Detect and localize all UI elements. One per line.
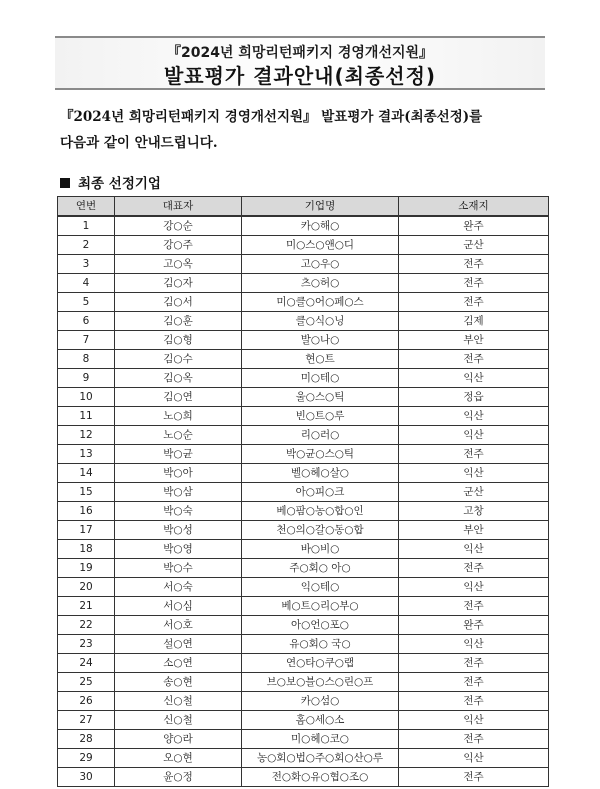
cell-number: 4	[58, 274, 115, 293]
section-heading	[60, 172, 161, 192]
cell-company: 아○언○포○	[242, 616, 399, 635]
cell-location: 완주	[399, 616, 549, 635]
cell-representative: 노○희	[115, 407, 242, 426]
table-row	[58, 331, 549, 350]
cell-location: 전주	[399, 559, 549, 578]
cell-number: 21	[58, 597, 115, 616]
cell-number: 12	[58, 426, 115, 445]
cell-location: 군산	[399, 483, 549, 502]
cell-number: 5	[58, 293, 115, 312]
cell-location: 전주	[399, 445, 549, 464]
table-row	[58, 274, 549, 293]
cell-company: 리○러○	[242, 426, 399, 445]
cell-company: 미○헤○코○	[242, 730, 399, 749]
cell-number: 29	[58, 749, 115, 768]
cell-representative: 소○연	[115, 654, 242, 673]
cell-company: 연○타○쿠○랩	[242, 654, 399, 673]
cell-number: 27	[58, 711, 115, 730]
cell-number: 24	[58, 654, 115, 673]
cell-representative: 김○수	[115, 350, 242, 369]
cell-number: 14	[58, 464, 115, 483]
cell-location: 정읍	[399, 388, 549, 407]
cell-number: 7	[58, 331, 115, 350]
table-row	[58, 255, 549, 274]
table-row	[58, 521, 549, 540]
cell-company: 미○스○앤○디	[242, 236, 399, 255]
cell-location: 전주	[399, 673, 549, 692]
table-row	[58, 768, 549, 787]
table-row	[58, 407, 549, 426]
cell-representative: 강○순	[115, 216, 242, 236]
cell-location: 익산	[399, 464, 549, 483]
cell-company: 주○회○ 아○	[242, 559, 399, 578]
header-number: 연번	[58, 197, 115, 217]
cell-representative: 노○순	[115, 426, 242, 445]
cell-company: 아○피○크	[242, 483, 399, 502]
cell-location: 익산	[399, 369, 549, 388]
cell-company: 울○스○틱	[242, 388, 399, 407]
cell-company: 발○나○	[242, 331, 399, 350]
cell-representative: 신○철	[115, 711, 242, 730]
cell-company: 벨○헤○살○	[242, 464, 399, 483]
table-row	[58, 293, 549, 312]
table-row	[58, 597, 549, 616]
cell-representative: 윤○정	[115, 768, 242, 787]
table-row	[58, 616, 549, 635]
cell-location: 전주	[399, 768, 549, 787]
cell-number: 18	[58, 540, 115, 559]
cell-location: 김제	[399, 312, 549, 331]
cell-representative: 박○삼	[115, 483, 242, 502]
table-row	[58, 350, 549, 369]
cell-number: 1	[58, 216, 115, 236]
program-subtitle: 『2024년 희망리턴패키지 경영개선지원』	[166, 45, 434, 61]
cell-company: 홈○세○소	[242, 711, 399, 730]
cell-company: 전○화○유○협○조○	[242, 768, 399, 787]
cell-representative: 김○형	[115, 331, 242, 350]
cell-location: 전주	[399, 730, 549, 749]
cell-number: 8	[58, 350, 115, 369]
cell-company: 베○트○리○부○	[242, 597, 399, 616]
cell-number: 28	[58, 730, 115, 749]
cell-number: 17	[58, 521, 115, 540]
header-location: 소재지	[399, 197, 549, 217]
cell-number: 19	[58, 559, 115, 578]
cell-location: 익산	[399, 635, 549, 654]
cell-representative: 박○성	[115, 521, 242, 540]
cell-number: 15	[58, 483, 115, 502]
cell-location: 전주	[399, 274, 549, 293]
cell-location: 전주	[399, 654, 549, 673]
cell-number: 16	[58, 502, 115, 521]
cell-location: 익산	[399, 407, 549, 426]
cell-representative: 강○주	[115, 236, 242, 255]
cell-representative: 김○연	[115, 388, 242, 407]
cell-number: 10	[58, 388, 115, 407]
table-body	[58, 216, 549, 787]
cell-representative: 서○심	[115, 597, 242, 616]
cell-company: 익○테○	[242, 578, 399, 597]
cell-representative: 신○철	[115, 692, 242, 711]
table-row	[58, 635, 549, 654]
cell-number: 25	[58, 673, 115, 692]
cell-company: 베○팜○농○합○인	[242, 502, 399, 521]
cell-location: 익산	[399, 711, 549, 730]
table-row	[58, 483, 549, 502]
cell-company: 카○섬○	[242, 692, 399, 711]
table-row	[58, 559, 549, 578]
selected-companies-table	[57, 196, 549, 787]
table-row	[58, 388, 549, 407]
intro-line-1: 『2024년 희망리턴패키지 경영개선지원』 발표평가 결과(최종선정)를	[60, 109, 483, 125]
table-row	[58, 464, 549, 483]
cell-location: 군산	[399, 236, 549, 255]
table-row	[58, 749, 549, 768]
table-row	[58, 502, 549, 521]
table-row	[58, 312, 549, 331]
cell-company: 미○클○어○페○스	[242, 293, 399, 312]
header-representative: 대표자	[115, 197, 242, 217]
cell-representative: 박○수	[115, 559, 242, 578]
table-row	[58, 216, 549, 236]
cell-location: 고창	[399, 502, 549, 521]
cell-number: 2	[58, 236, 115, 255]
table-row	[58, 578, 549, 597]
cell-number: 3	[58, 255, 115, 274]
cell-representative: 오○현	[115, 749, 242, 768]
cell-company: 천○의○갈○동○합	[242, 521, 399, 540]
cell-location: 익산	[399, 578, 549, 597]
cell-location: 전주	[399, 255, 549, 274]
cell-location: 부안	[399, 521, 549, 540]
cell-representative: 고○옥	[115, 255, 242, 274]
cell-number: 13	[58, 445, 115, 464]
section-title: 최종 선정기업	[78, 176, 161, 192]
cell-company: 현○트	[242, 350, 399, 369]
title-box	[55, 36, 545, 90]
cell-number: 23	[58, 635, 115, 654]
cell-location: 전주	[399, 293, 549, 312]
cell-location: 익산	[399, 540, 549, 559]
cell-location: 전주	[399, 597, 549, 616]
cell-number: 6	[58, 312, 115, 331]
table-row	[58, 692, 549, 711]
header-company: 기업명	[242, 197, 399, 217]
cell-number: 26	[58, 692, 115, 711]
table-row	[58, 445, 549, 464]
intro-paragraph	[60, 104, 550, 156]
cell-company: 농○회○법○주○회○산○루	[242, 749, 399, 768]
cell-company: 카○해○	[242, 216, 399, 236]
cell-representative: 김○자	[115, 274, 242, 293]
cell-company: 미○테○	[242, 369, 399, 388]
cell-number: 20	[58, 578, 115, 597]
cell-representative: 설○연	[115, 635, 242, 654]
cell-representative: 서○호	[115, 616, 242, 635]
cell-representative: 박○영	[115, 540, 242, 559]
page-title: 발표평가 결과안내(최종선정)	[163, 64, 437, 88]
cell-location: 익산	[399, 749, 549, 768]
table-row	[58, 730, 549, 749]
table-row	[58, 673, 549, 692]
cell-representative: 박○아	[115, 464, 242, 483]
cell-representative: 서○숙	[115, 578, 242, 597]
cell-representative: 양○라	[115, 730, 242, 749]
cell-number: 11	[58, 407, 115, 426]
table-header-row	[58, 197, 549, 217]
cell-representative: 김○훈	[115, 312, 242, 331]
table-row	[58, 540, 549, 559]
cell-company: 브○보○블○스○린○프	[242, 673, 399, 692]
cell-number: 30	[58, 768, 115, 787]
cell-company: 고○우○	[242, 255, 399, 274]
cell-company: 박○균○스○틱	[242, 445, 399, 464]
cell-company: 유○회○ 국○	[242, 635, 399, 654]
cell-location: 익산	[399, 426, 549, 445]
cell-representative: 김○서	[115, 293, 242, 312]
cell-representative: 김○옥	[115, 369, 242, 388]
table-row	[58, 426, 549, 445]
table-row	[58, 369, 549, 388]
cell-company: 빈○트○루	[242, 407, 399, 426]
black-square-bullet-icon	[60, 178, 70, 188]
table-row	[58, 711, 549, 730]
cell-company: 츠○허○	[242, 274, 399, 293]
cell-location: 완주	[399, 216, 549, 236]
intro-line-2: 다음과 같이 안내드립니다.	[60, 135, 218, 151]
cell-number: 9	[58, 369, 115, 388]
cell-company: 클○식○닝	[242, 312, 399, 331]
cell-location: 전주	[399, 350, 549, 369]
cell-location: 전주	[399, 692, 549, 711]
table-row	[58, 236, 549, 255]
table-row	[58, 654, 549, 673]
cell-number: 22	[58, 616, 115, 635]
cell-company: 바○비○	[242, 540, 399, 559]
cell-representative: 박○균	[115, 445, 242, 464]
cell-representative: 송○현	[115, 673, 242, 692]
cell-location: 부안	[399, 331, 549, 350]
cell-representative: 박○숙	[115, 502, 242, 521]
